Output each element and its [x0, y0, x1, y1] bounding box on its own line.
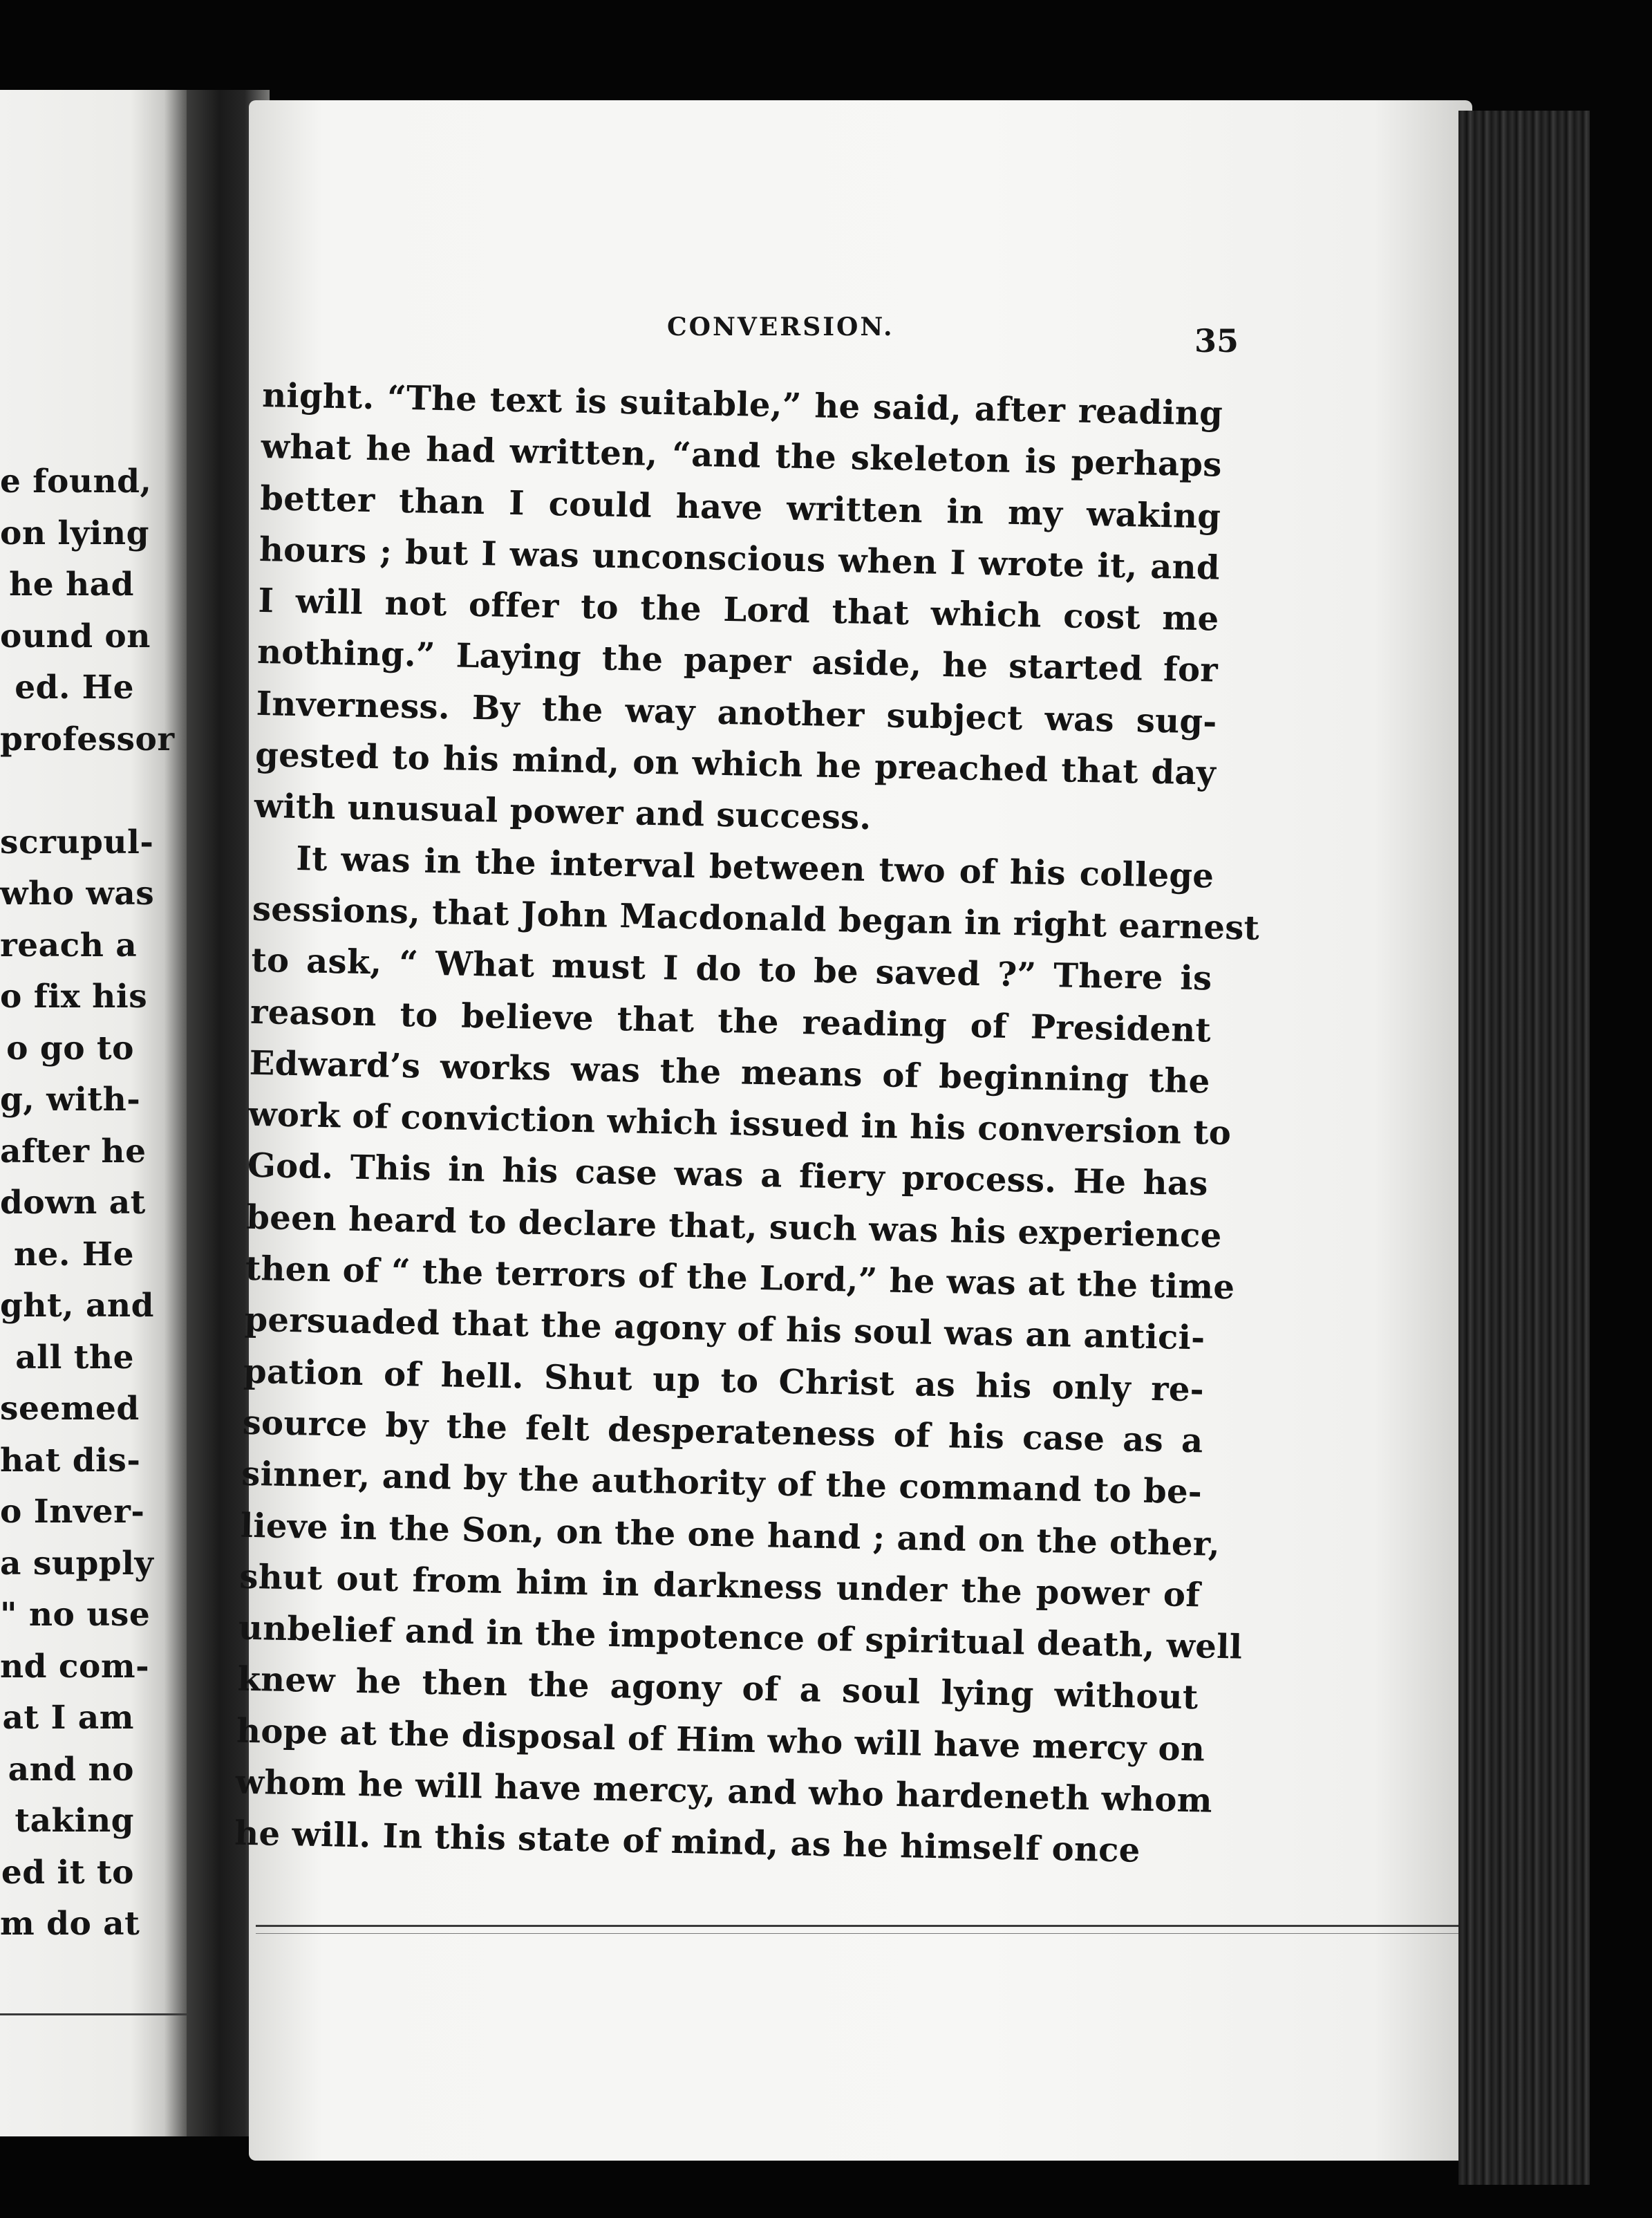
left-page-line: at I am [2, 1699, 134, 1737]
left-page-line: ght, and [0, 1287, 154, 1325]
page-number: 35 [1194, 322, 1239, 360]
page-bottom-rule-thin [256, 1933, 1458, 1934]
left-page-line [0, 765, 187, 817]
text-line: lieve in the Son, on the one hand ; and on the other, [240, 1506, 1221, 1564]
left-page-line: ound on [0, 617, 151, 655]
left-page-line: down at [0, 1184, 146, 1222]
text-line: to ask, “ What must I do to be saved ?” There is [251, 941, 1212, 998]
left-page-line: and no [8, 1750, 134, 1789]
left-page-line: " no use [0, 1596, 151, 1634]
text-line: work of conviction which issued in his conversion to [247, 1094, 1232, 1153]
body-text [234, 370, 1260, 1878]
paragraph-start-line: It was in the interval between two of his college [295, 839, 1214, 896]
left-page-line: e found, [0, 463, 152, 501]
text-line: God. This in his case was a fiery process. He has [247, 1146, 1209, 1204]
left-page-line: who was [0, 875, 155, 913]
left-page-text [0, 456, 187, 1950]
left-page-line: he had [9, 566, 134, 604]
text-line: sinner, and by the authority of the command to be- [241, 1454, 1203, 1512]
text-line: then of “ the terrors of the Lord,” he was at the time [245, 1249, 1235, 1307]
left-page-line: ne. He [13, 1235, 134, 1274]
left-page-line: ed it to [1, 1853, 134, 1892]
left-page-line: hat dis- [0, 1441, 141, 1480]
text-line: I will not offer to the Lord that which cost me [258, 581, 1219, 639]
left-page-line: on lying [0, 514, 149, 552]
left-page-line: professor [0, 720, 175, 758]
left-page-rule [0, 2013, 187, 2015]
text-line: what he had written, “and the skeleton is perhaps [261, 427, 1223, 485]
text-line: Inverness. By the way another subject was sug- [256, 684, 1218, 742]
left-page-line: m do at [0, 1905, 140, 1943]
left-page [0, 90, 187, 2136]
left-page-line: nd com- [0, 1647, 150, 1686]
text-line: unbelief and in the impotence of spiritual death, well [238, 1608, 1243, 1667]
text-line: Edward’s works was the means of beginning the [249, 1043, 1211, 1101]
running-head: CONVERSION. [667, 313, 894, 342]
left-page-line: all the [15, 1338, 134, 1377]
page-edges [1458, 111, 1590, 2185]
left-page-line: reach a [0, 926, 138, 964]
text-line: pation of hell. Shut up to Christ as his only re- [243, 1352, 1205, 1410]
text-line: been heard to declare that, such was his experience [245, 1197, 1223, 1256]
left-page-line: g, with- [0, 1081, 141, 1119]
text-line: hours ; but I was unconscious when I wrote it, and [259, 530, 1221, 588]
text-line: hope at the disposal of Him who will have mercy on [236, 1711, 1205, 1769]
text-line: knew he then the agony of a soul lying without [237, 1660, 1199, 1717]
text-line: better than I could have written in my waking [259, 478, 1221, 537]
left-page-line: after he [0, 1132, 147, 1171]
left-page-line: o Inver- [0, 1493, 145, 1531]
left-page-line: scrupul- [0, 823, 154, 861]
text-line: reason to believe that the reading of President [250, 992, 1212, 1050]
text-line: nothing.” Laying the paper aside, he started for [256, 633, 1219, 691]
text-line: with unusual power and success. [254, 787, 872, 838]
text-line: sessions, that John Macdonald began in right earnest [252, 889, 1260, 948]
left-page-line: o go to [6, 1029, 134, 1068]
text-line: night. “The text is suitable,” he said, after reading [261, 375, 1223, 434]
left-page-line: a supply [0, 1544, 154, 1583]
text-line: whom he will have mercy, and who hardeneth whom [235, 1762, 1213, 1820]
text-line: source by the felt desperateness of his case as a [242, 1403, 1204, 1461]
left-page-line: taking [15, 1802, 134, 1840]
left-page-line: seemed [0, 1390, 140, 1428]
text-line: he will. In this state of mind, as he himself once [234, 1814, 1141, 1871]
left-page-line: o fix his [0, 978, 148, 1016]
text-line: gested to his mind, on which he preached that day [254, 735, 1217, 793]
text-line: shut out from him in darkness under the power of [238, 1557, 1201, 1615]
text-line: persuaded that the agony of his soul was an antici- [244, 1301, 1205, 1358]
left-page-line: ed. He [15, 669, 134, 707]
page-bottom-rule [256, 1925, 1458, 1927]
